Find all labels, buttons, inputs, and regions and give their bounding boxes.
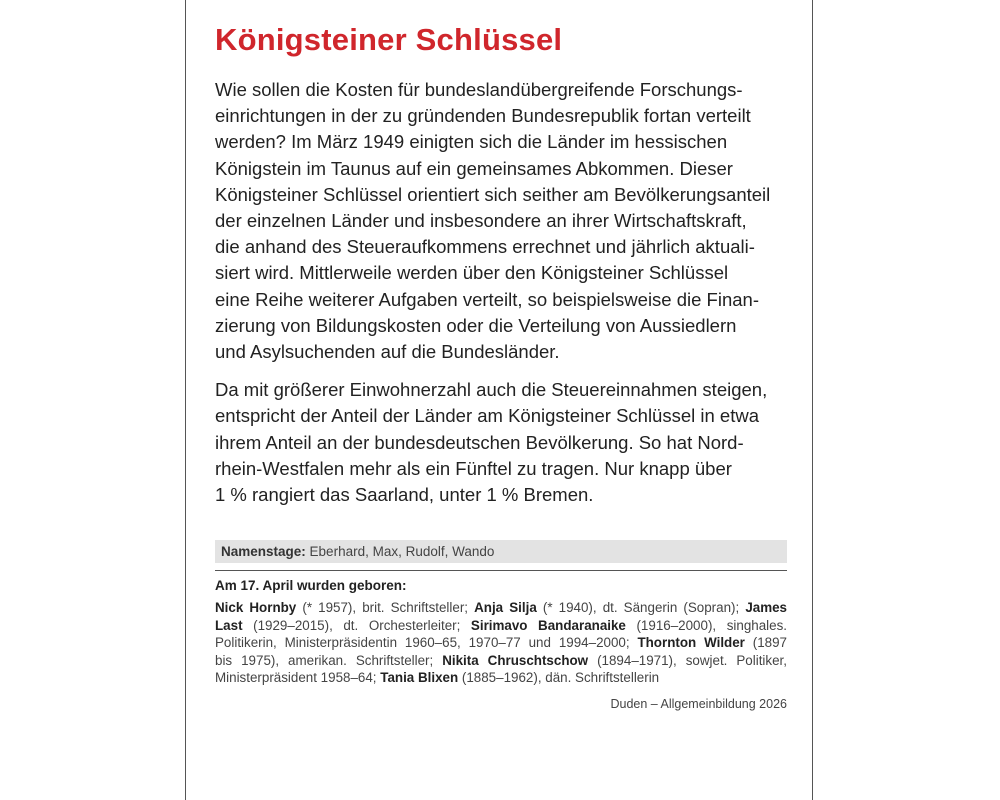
text-line: Wie sollen die Kosten für bundeslandübergreifende Forschungs-: [215, 79, 743, 100]
text-line: Königstein im Taunus auf ein gemeinsames Abkommen. Dieser: [215, 157, 733, 179]
text-line: entspricht der Anteil der Länder am Königsteiner Schlüssel in etwa: [215, 405, 759, 427]
born-line: [215, 617, 787, 635]
text-line: die anhand des Steueraufkommens errechnet und jährlich aktuali-: [215, 236, 755, 258]
person-details: bis 1975), amerikan. Schriftsteller;: [215, 652, 443, 668]
text-line: ihrem Anteil an der bundesdeutschen Bevölkerung. So hat Nord-: [215, 431, 744, 453]
person-name: Sirimavo Bandaranaike: [470, 617, 626, 633]
person-details: (* 1940), dt. Sängerin (Sopran);: [536, 600, 746, 615]
calendar-page: [185, 0, 813, 800]
text-line: Königsteiner Schlüssel orientiert sich seither am Bevölkerungsanteil: [215, 183, 771, 205]
person-name: James: [745, 600, 788, 615]
namenstage-label: Namenstage:: [221, 544, 306, 559]
person-details: Politikerin, Ministerpräsidentin 1960–65, 1970–77 und 1994–2000;: [215, 635, 638, 650]
born-line: [215, 669, 787, 687]
namenstage-names: Eberhard, Max, Rudolf, Wando: [309, 544, 495, 559]
text-line: zierung von Bildungskosten oder die Verteilung von Aussiedlern: [215, 314, 737, 336]
text-line: eine Reihe weiterer Aufgaben verteilt, so beispielsweise die Finan-: [215, 288, 759, 310]
article-body: [215, 77, 787, 520]
publisher-credit: Duden – Allgemeinbildung 2026: [610, 697, 787, 711]
person-details: Ministerpräsident 1958–64;: [215, 670, 381, 685]
person-details: (1885–1962), dän. Schriftstellerin: [458, 670, 660, 685]
born-heading: Am 17. April wurden geboren:: [215, 578, 407, 593]
person-details: (1916–2000), singhales.: [625, 617, 787, 633]
page-title: Königsteiner Schlüssel: [215, 22, 563, 57]
divider: [215, 570, 787, 571]
paragraph-1: [215, 77, 787, 365]
text-line: werden? Im März 1949 einigten sich die Länder im hessischen: [215, 131, 728, 153]
text-line: rhein-Westfalen mehr als ein Fünftel zu tragen. Nur knapp über: [215, 457, 732, 479]
text-line: und Asylsuchenden auf die Bundesländer.: [215, 341, 560, 363]
born-list: [215, 599, 787, 687]
paragraph-2: [215, 377, 787, 508]
person-name: Nick Hornby: [215, 600, 297, 615]
born-line: [215, 599, 787, 617]
born-line: [215, 652, 787, 670]
text-line: einrichtungen in der zu gründenden Bundesrepublik fortan verteilt: [215, 105, 751, 127]
text-line: 1 % rangiert das Saarland, unter 1 % Bremen.: [215, 484, 594, 506]
text-line: Da mit größerer Einwohnerzahl auch die Steuereinnahmen steigen,: [215, 379, 768, 401]
person-name: Anja Silja: [474, 600, 537, 615]
person-details: (1897: [744, 635, 787, 650]
person-details: (* 1957), brit. Schriftsteller;: [296, 600, 475, 615]
born-line: [215, 634, 787, 652]
person-name: Thornton Wilder: [637, 635, 745, 650]
person-name: Last: [215, 617, 243, 633]
text-line: siert wird. Mittlerweile werden über den Königsteiner Schlüssel: [215, 262, 729, 284]
person-name: Nikita Chruschtschow: [442, 652, 589, 668]
person-details: (1894–1971), sowjet. Politiker,: [588, 652, 787, 668]
text-line: der einzelnen Länder und insbesondere an ihrer Wirtschaftskraft,: [215, 210, 747, 232]
namenstage-bar: [215, 540, 787, 563]
person-name: Tania Blixen: [380, 670, 459, 685]
person-details: (1929–2015), dt. Orchesterleiter;: [242, 617, 471, 633]
